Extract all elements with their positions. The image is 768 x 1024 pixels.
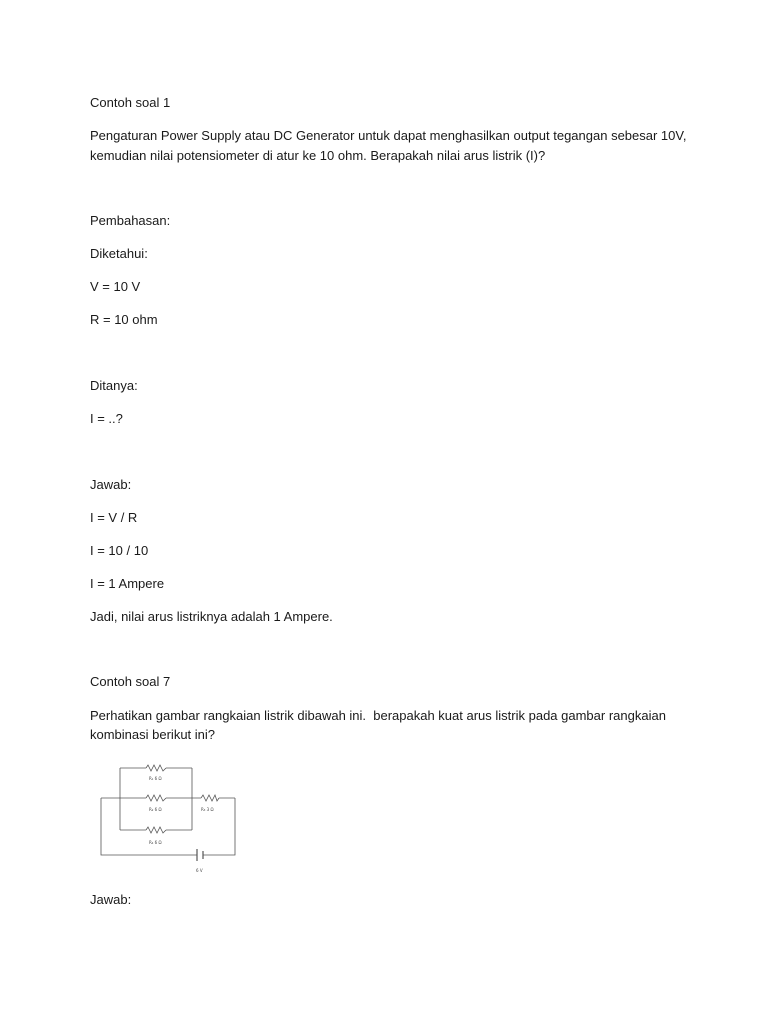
r2-label: R₂ 6 Ω — [149, 807, 162, 812]
question-7-text-line-1: Perhatikan gambar rangkaian listrik dibawah ini. berapakah kuat arus listrik pada gambar rangkaian — [90, 708, 666, 723]
calculation: I = 10 / 10 — [90, 543, 149, 558]
conclusion: Jadi, nilai arus listriknya adalah 1 Ampere. — [90, 609, 333, 624]
asked-heading: Ditanya: — [90, 378, 138, 393]
known-heading: Diketahui: — [90, 246, 148, 261]
result: I = 1 Ampere — [90, 576, 165, 591]
question-1-text-line-2: kemudian nilai potensiometer di atur ke 10 ohm. Berapakah nilai arus listrik (I)? — [90, 148, 546, 163]
circuit-diagram — [96, 755, 241, 880]
ohm-law-formula: I = V / R — [90, 510, 138, 525]
wire-outer-loop — [101, 798, 235, 855]
resistor-r2-zigzag — [146, 795, 166, 801]
answer-heading-1: Jawab: — [90, 477, 132, 492]
resistance-value: R = 10 ohm — [90, 312, 158, 327]
voltage-value: V = 10 V — [90, 279, 141, 294]
battery-label: 6 V — [196, 868, 203, 873]
question-1-text-line-1: Pengaturan Power Supply atau DC Generator untuk dapat menghasilkan output tegangan sebesar 10V, — [90, 128, 687, 143]
answer-heading-2: Jawab: — [90, 892, 132, 907]
discussion-heading: Pembahasan: — [90, 213, 171, 228]
question-7-text-line-2: kombinasi berikut ini? — [90, 727, 216, 742]
resistor-r4-zigzag — [146, 827, 166, 833]
question-1-title: Contoh soal 1 — [90, 95, 171, 110]
resistor-r3-zigzag — [201, 795, 219, 801]
question-7-title: Contoh soal 7 — [90, 674, 171, 689]
r4-label: R₄ 6 Ω — [149, 840, 162, 845]
current-question: I = ..? — [90, 411, 123, 426]
r3-label: R₃ 3 Ω — [201, 807, 214, 812]
resistor-r1-zigzag — [146, 765, 166, 771]
r1-label: R₁ 6 Ω — [149, 776, 162, 781]
